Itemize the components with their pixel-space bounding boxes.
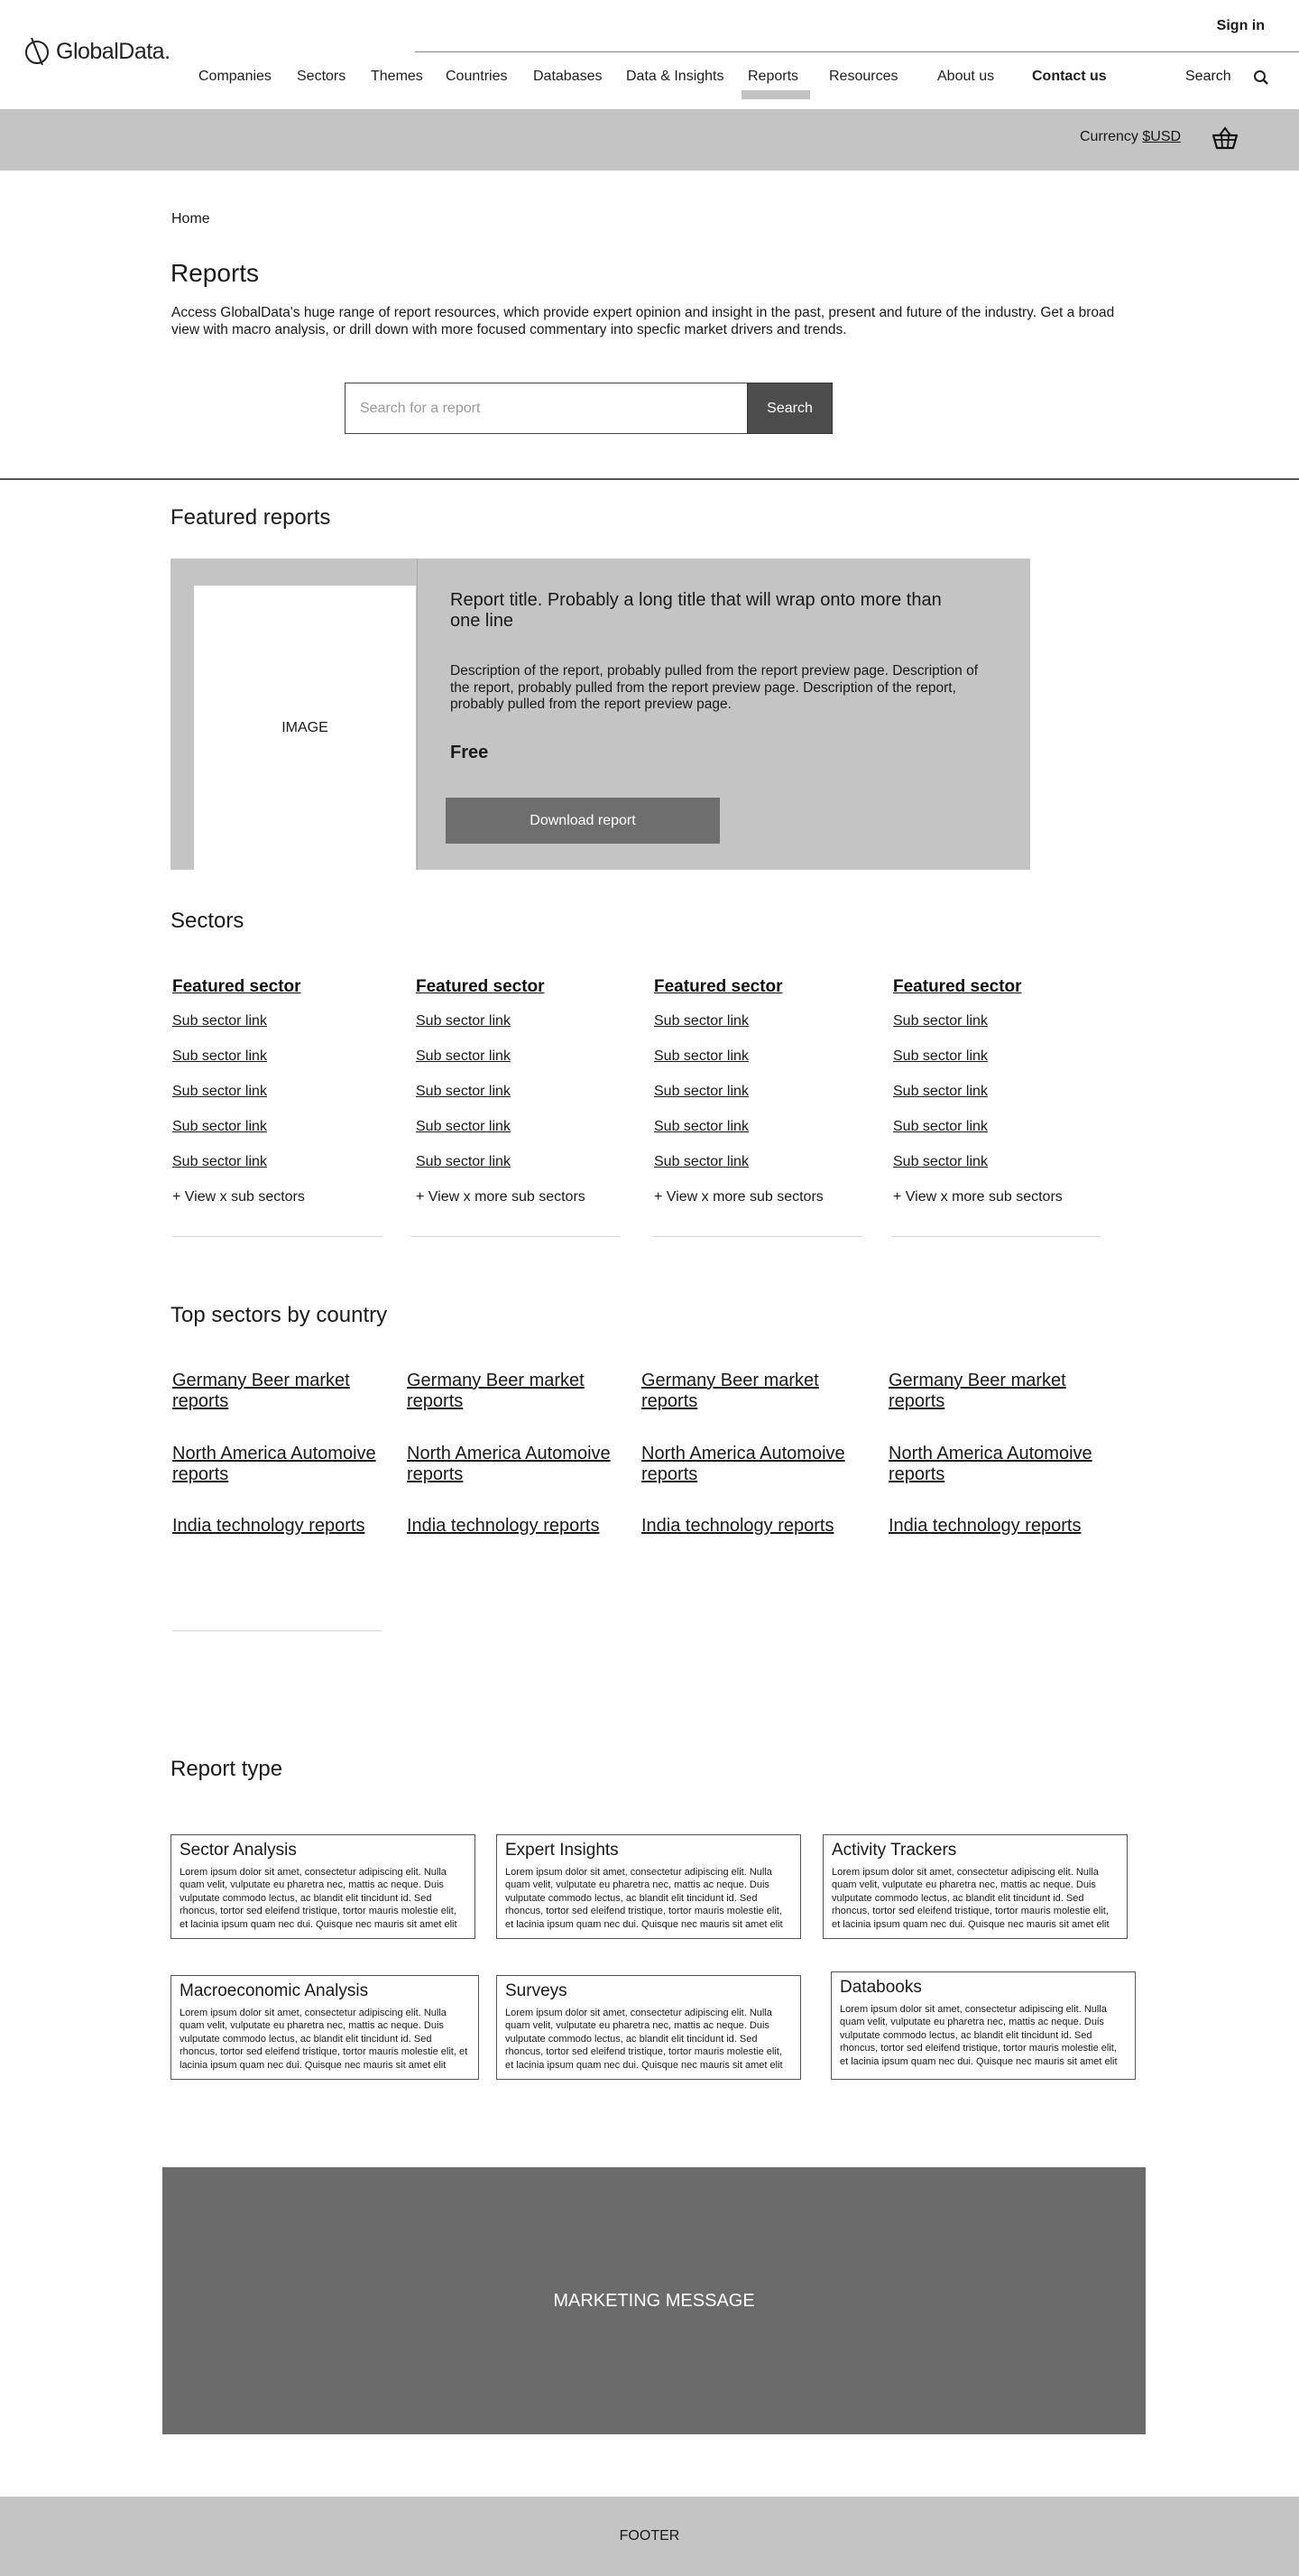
- sub-sector-link[interactable]: Sub sector link: [893, 1048, 988, 1064]
- report-type-title: Macroeconomic Analysis: [180, 1981, 369, 2000]
- footer-label: FOOTER: [619, 2528, 680, 2544]
- globaldata-logo-icon: [23, 36, 51, 67]
- report-type-heading: Report type: [170, 1757, 283, 1781]
- report-search-button[interactable]: Search: [747, 383, 833, 434]
- sub-sector-link[interactable]: Sub sector link: [893, 1154, 988, 1169]
- view-more-sub-sectors-link[interactable]: + View x sub sectors: [172, 1189, 305, 1205]
- sub-sector-link[interactable]: Sub sector link: [654, 1048, 749, 1064]
- image-placeholder-label: IMAGE: [281, 719, 328, 735]
- country-report-link[interactable]: Germany Beer market reports: [889, 1371, 1066, 1411]
- country-report-link[interactable]: North America Automoive reports: [641, 1444, 845, 1484]
- top-sectors-heading: Top sectors by country: [170, 1303, 388, 1327]
- column-divider: [172, 1630, 382, 1631]
- featured-report-image[interactable]: [194, 586, 416, 870]
- country-column: [641, 1371, 865, 1537]
- report-type-title: Databooks: [840, 1978, 922, 1997]
- report-type-title: Expert Insights: [505, 1841, 619, 1860]
- column-divider: [891, 1236, 1101, 1237]
- country-column: [172, 1371, 396, 1537]
- sector-column: [416, 977, 625, 1206]
- currency-label: Currency: [1080, 129, 1138, 144]
- country-report-link[interactable]: India technology reports: [641, 1516, 834, 1536]
- marketing-banner[interactable]: [162, 2167, 1146, 2434]
- sub-sector-link[interactable]: Sub sector link: [654, 1013, 749, 1029]
- report-type-description: Lorem ipsum dolor sit amet, consectetur adipiscing elit. Nulla quam velit, vulputate eu pharetra nec, mattis ac neque. Duis vulputate commodo lectus, ac blandit elit tincidunt id. Sed rhoncus, tortor sed eleifend tristique, tortor mauris molestie elit, et lacinia ipsum quam nec dui. Quisque nec mauris sit amet elit: [180, 2008, 468, 2071]
- nav-companies[interactable]: Companies: [198, 69, 272, 84]
- featured-sector-link[interactable]: Featured sector: [893, 977, 1022, 996]
- breadcrumb-home[interactable]: Home: [171, 211, 210, 226]
- country-report-link[interactable]: North America Automoive reports: [407, 1444, 611, 1484]
- report-type-description: Lorem ipsum dolor sit amet, consectetur adipiscing elit. Nulla quam velit, vulputate eu pharetra nec, mattis ac neque. Duis vulputate commodo lectus, ac blandit elit tincidunt id. Sed rhoncus, tortor sed eleifend tristique, tortor mauris molestie elit, et lacinia ipsum quam nec dui. Quisque nec mauris sit amet elit: [832, 1867, 1110, 1930]
- sign-in-link[interactable]: Sign in: [1216, 18, 1265, 33]
- sectors-heading: Sectors: [170, 909, 244, 933]
- column-divider: [172, 1236, 382, 1237]
- currency-selector[interactable]: [1080, 129, 1181, 145]
- download-report-button[interactable]: Download report: [446, 798, 720, 844]
- featured-report-title[interactable]: Report title. Probably a long title that will wrap onto more than one line: [450, 590, 942, 631]
- sector-column: [654, 977, 863, 1206]
- report-type-description: Lorem ipsum dolor sit amet, consectetur adipiscing elit. Nulla quam velit, vulputate eu pharetra nec, mattis ac neque. Duis vulputate commodo lectus, ac blandit elit tincidunt id. Sed rhoncus, tortor sed eleifend tristique, tortor mauris molestie elit, et lacinia ipsum quam nec dui. Quisque nec mauris sit amet elit: [505, 1867, 783, 1930]
- sector-column: [172, 977, 382, 1206]
- sub-sector-link[interactable]: Sub sector link: [654, 1119, 749, 1134]
- nav-search-link[interactable]: Search: [1185, 69, 1231, 84]
- country-report-link[interactable]: India technology reports: [172, 1516, 365, 1536]
- section-divider: [0, 478, 1299, 480]
- sub-sector-link[interactable]: Sub sector link: [172, 1119, 267, 1134]
- sub-sector-link[interactable]: Sub sector link: [416, 1013, 511, 1029]
- view-more-sub-sectors-link[interactable]: + View x more sub sectors: [416, 1189, 585, 1205]
- report-type-card[interactable]: [823, 1834, 1128, 1939]
- nav-reports[interactable]: Reports: [748, 69, 799, 84]
- report-type-title: Surveys: [505, 1981, 567, 2000]
- sub-sector-link[interactable]: Sub sector link: [172, 1084, 267, 1099]
- country-report-link[interactable]: India technology reports: [889, 1516, 1082, 1536]
- featured-sector-link[interactable]: Featured sector: [654, 977, 783, 996]
- sub-sector-link[interactable]: Sub sector link: [893, 1119, 988, 1134]
- report-type-card[interactable]: [831, 1971, 1136, 2080]
- nav-resources[interactable]: Resources: [829, 69, 898, 84]
- sub-sector-link[interactable]: Sub sector link: [893, 1013, 988, 1029]
- marketing-message: MARKETING MESSAGE: [553, 2290, 755, 2311]
- nav-data-insights[interactable]: Data & Insights: [626, 69, 724, 84]
- featured-report-description: Description of the report, probably pulled from the report preview page. Description of the report, probably pulled from the report preview page. Description of the report, probably pulled from the report preview page.: [450, 663, 978, 712]
- country-column: [889, 1371, 1112, 1537]
- report-search-input[interactable]: [345, 383, 748, 434]
- nav-contact-us[interactable]: Contact us: [1032, 69, 1107, 84]
- logo[interactable]: [23, 36, 170, 67]
- nav-active-indicator: [742, 90, 810, 99]
- country-report-link[interactable]: Germany Beer market reports: [407, 1371, 585, 1411]
- country-report-link[interactable]: India technology reports: [407, 1516, 600, 1536]
- report-type-description: Lorem ipsum dolor sit amet, consectetur adipiscing elit. Nulla quam velit, vulputate eu pharetra nec, mattis ac neque. Duis vulputate commodo lectus, ac blandit elit tincidunt id. Sed rhoncus, tortor sed eleifend tristique, tortor mauris molestie elit, et lacinia ipsum quam nec dui. Quisque nec mauris sit amet elit: [180, 1867, 457, 1930]
- country-report-link[interactable]: North America Automoive reports: [172, 1444, 376, 1484]
- logo-text: GlobalData.: [56, 38, 170, 64]
- country-report-link[interactable]: Germany Beer market reports: [172, 1371, 350, 1411]
- nav-countries[interactable]: Countries: [446, 69, 508, 84]
- search-icon[interactable]: [1253, 69, 1269, 90]
- footer: [0, 2497, 1299, 2576]
- basket-icon[interactable]: [1211, 125, 1239, 155]
- featured-sector-link[interactable]: Featured sector: [172, 977, 301, 996]
- sub-sector-link[interactable]: Sub sector link: [654, 1154, 749, 1169]
- page-title: Reports: [170, 259, 260, 287]
- sub-sector-link[interactable]: Sub sector link: [416, 1048, 511, 1064]
- sub-sector-link[interactable]: Sub sector link: [172, 1013, 267, 1029]
- page-intro: Access GlobalData's huge range of report resources, which provide expert opinion and insight in the past, present and future of the industry. Get a broad view with macro analysis, or drill down with more focused commentary into specfic market drivers and trends.: [171, 305, 1115, 337]
- sector-column: [893, 977, 1102, 1206]
- column-divider: [652, 1236, 861, 1237]
- sub-sector-link[interactable]: Sub sector link: [654, 1084, 749, 1099]
- report-type-title: Activity Trackers: [832, 1841, 957, 1860]
- sub-sector-link[interactable]: Sub sector link: [416, 1154, 511, 1169]
- report-type-description: Lorem ipsum dolor sit amet, consectetur adipiscing elit. Nulla quam velit, vulputate eu pharetra nec, mattis ac neque. Duis vulputate commodo lectus, ac blandit elit tincidunt id. Sed rhoncus, tortor sed eleifend tristique, tortor mauris molestie elit, et lacinia ipsum quam nec dui. Quisque nec mauris sit amet elit: [840, 2004, 1118, 2067]
- nav-sectors[interactable]: Sectors: [297, 69, 346, 84]
- report-type-card[interactable]: [170, 1975, 479, 2080]
- featured-heading: Featured reports: [170, 505, 331, 530]
- country-report-link[interactable]: North America Automoive reports: [889, 1444, 1092, 1484]
- featured-sector-link[interactable]: Featured sector: [416, 977, 545, 996]
- report-type-card[interactable]: [496, 1975, 801, 2080]
- country-column: [407, 1371, 631, 1537]
- view-more-sub-sectors-link[interactable]: + View x more sub sectors: [654, 1189, 824, 1205]
- nav-databases[interactable]: Databases: [533, 69, 603, 84]
- report-type-card[interactable]: [496, 1834, 801, 1939]
- sub-sector-link[interactable]: Sub sector link: [416, 1119, 511, 1134]
- header-divider: [415, 51, 1299, 52]
- currency-value[interactable]: $USD: [1142, 129, 1182, 144]
- report-type-card[interactable]: [170, 1834, 475, 1939]
- view-more-sub-sectors-link[interactable]: + View x more sub sectors: [893, 1189, 1063, 1205]
- nav-themes[interactable]: Themes: [371, 69, 423, 84]
- sub-sector-link[interactable]: Sub sector link: [172, 1154, 267, 1169]
- nav-about-us[interactable]: About us: [937, 69, 995, 84]
- report-type-title: Sector Analysis: [180, 1841, 297, 1860]
- sub-sector-link[interactable]: Sub sector link: [416, 1084, 511, 1099]
- report-type-description: Lorem ipsum dolor sit amet, consectetur adipiscing elit. Nulla quam velit, vulputate eu pharetra nec, mattis ac neque. Duis vulputate commodo lectus, ac blandit elit tincidunt id. Sed rhoncus, tortor sed eleifend tristique, tortor mauris molestie elit, et lacinia ipsum quam nec dui. Quisque nec mauris sit amet elit: [505, 2008, 783, 2071]
- sub-sector-link[interactable]: Sub sector link: [893, 1084, 988, 1099]
- sub-sector-link[interactable]: Sub sector link: [172, 1048, 267, 1064]
- column-divider: [410, 1236, 620, 1237]
- country-report-link[interactable]: Germany Beer market reports: [641, 1371, 819, 1411]
- featured-report-price: Free: [450, 743, 489, 762]
